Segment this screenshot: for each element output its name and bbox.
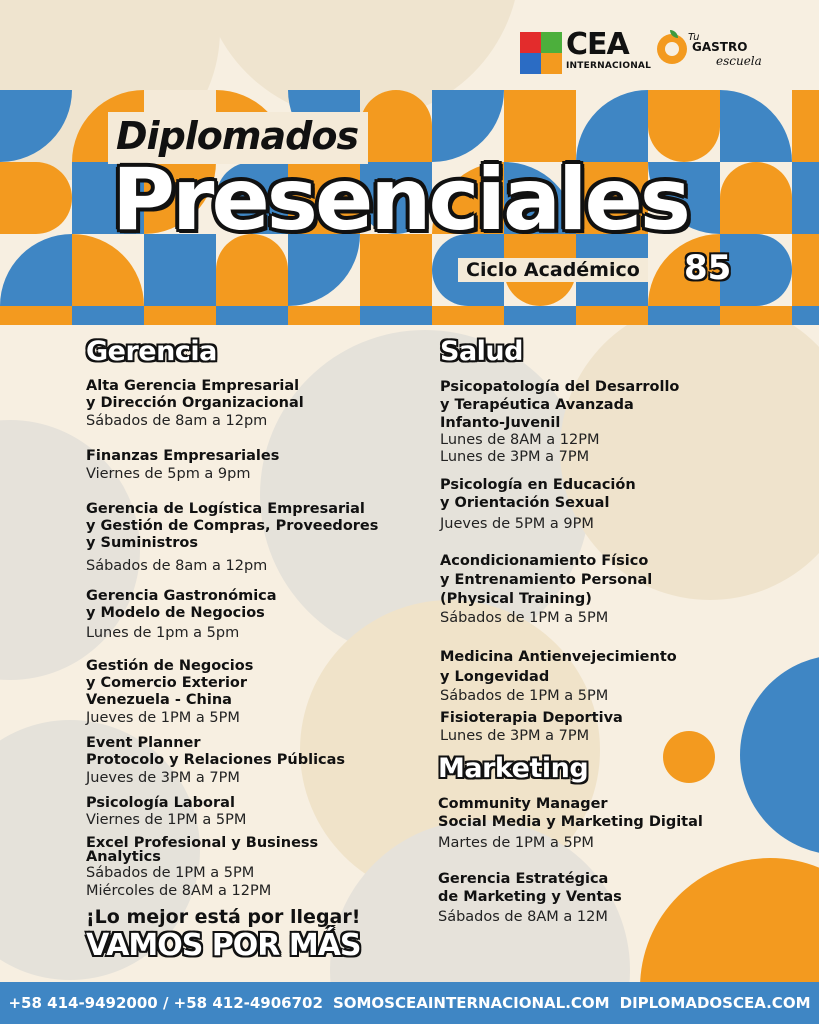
ciclo-label: Ciclo Académico — [458, 258, 648, 282]
footer-website-1[interactable]: SOMOSCEAINTERNACIONAL.COM — [332, 994, 610, 1012]
tagline: ¡Lo mejor está por llegar! — [86, 906, 361, 928]
course-name: Excel Profesional y Business Analytics — [86, 835, 319, 865]
course-schedule: Sábados de 8am a 12pm — [86, 413, 268, 429]
gastro-logo-tu: Tu — [688, 32, 700, 43]
course-name: Gestión de Negocios y Comercio Exterior Venezuela - China — [86, 658, 254, 708]
course-name: Acondicionamiento Físico y Entrenamiento Personal (Physical Training) — [440, 553, 653, 607]
course-schedule: Martes de 1PM a 5PM — [438, 835, 594, 851]
course-item — [440, 378, 770, 466]
section-title-salud: Salud — [440, 336, 523, 367]
cea-logo-icon — [520, 32, 562, 74]
course-name: Event Planner Protocolo y Relaciones Públicas — [86, 735, 346, 768]
logos — [520, 27, 800, 80]
course-name: Psicopatología del Desarrollo y Terapéutica Avanzada Infanto-Juvenil — [440, 379, 680, 431]
course-item — [86, 836, 416, 900]
ciclo-number: 85 — [684, 248, 732, 288]
course-item — [438, 870, 768, 927]
course-schedule: Lunes de 3PM a 7PM — [440, 728, 590, 744]
course-item — [86, 658, 416, 728]
slogan: VAMOS POR MÁS — [86, 928, 361, 963]
course-name: Alta Gerencia Empresarial y Dirección Organizacional — [86, 378, 304, 411]
course-schedule: Viernes de 1PM a 5PM — [86, 812, 247, 828]
course-item — [440, 552, 770, 628]
course-name: Psicología en Educación y Orientación Sexual — [440, 477, 636, 511]
course-item — [86, 795, 416, 829]
course-schedule: Sábados de 1PM a 5PM — [440, 610, 609, 626]
course-item — [86, 735, 416, 788]
course-item — [86, 588, 416, 643]
cea-logo-name: CEA — [566, 27, 629, 62]
course-schedule: Jueves de 5PM a 9PM — [440, 516, 594, 532]
course-name: Medicina Antienvejecimiento y Longevidad — [440, 649, 677, 685]
course-schedule: Jueves de 1PM a 5PM — [86, 710, 240, 726]
course-name: Psicología Laboral — [86, 795, 235, 811]
course-name: Gerencia de Logística Empresarial y Gestión de Compras, Proveedores y Suministros — [86, 501, 379, 551]
course-schedule: Sábados de 8am a 12pm — [86, 558, 268, 574]
course-name: Gerencia Gastronómica y Modelo de Negocios — [86, 588, 277, 621]
gastro-logo-name: GASTRO — [692, 40, 748, 54]
section-title-marketing: Marketing — [438, 753, 589, 784]
course-schedule: Sábados de 8AM a 12M — [438, 909, 608, 925]
course-name: Fisioterapia Deportiva — [440, 710, 623, 726]
title-presenciales: Presenciales — [112, 150, 688, 250]
footer-bar — [0, 982, 819, 1024]
course-item — [438, 795, 768, 853]
course-item — [440, 710, 770, 746]
course-item — [86, 378, 416, 431]
orange-logo-icon — [657, 34, 687, 64]
course-schedule: Sábados de 1PM a 5PM Miércoles de 8AM a 12PM — [86, 865, 272, 899]
course-item — [86, 448, 416, 484]
course-item — [440, 476, 770, 534]
course-item — [86, 501, 416, 576]
gastro-logo-escuela: escuela — [716, 54, 762, 68]
footer-website-2[interactable]: DIPLOMADOSCEA.COM — [619, 994, 811, 1012]
course-name: Finanzas Empresariales — [86, 448, 280, 464]
course-schedule: Lunes de 8AM a 12PM Lunes de 3PM a 7PM — [440, 432, 600, 465]
course-name: Community Manager Social Media y Marketing Digital — [438, 796, 703, 830]
cea-logo-sub: INTERNACIONAL — [566, 61, 652, 71]
footer-phones[interactable]: +58 414-9492000 / +58 412-4906702 — [8, 994, 323, 1012]
course-schedule: Viernes de 5pm a 9pm — [86, 466, 251, 482]
title-diplomados: Diplomados — [108, 112, 368, 164]
course-name: Gerencia Estratégica de Marketing y Ventas — [438, 871, 622, 905]
section-title-gerencia: Gerencia — [86, 336, 217, 367]
course-schedule: Lunes de 1pm a 5pm — [86, 625, 240, 641]
course-item — [440, 647, 770, 706]
course-schedule: Jueves de 3PM a 7PM — [86, 770, 240, 786]
course-schedule: Sábados de 1PM a 5PM — [440, 688, 609, 704]
